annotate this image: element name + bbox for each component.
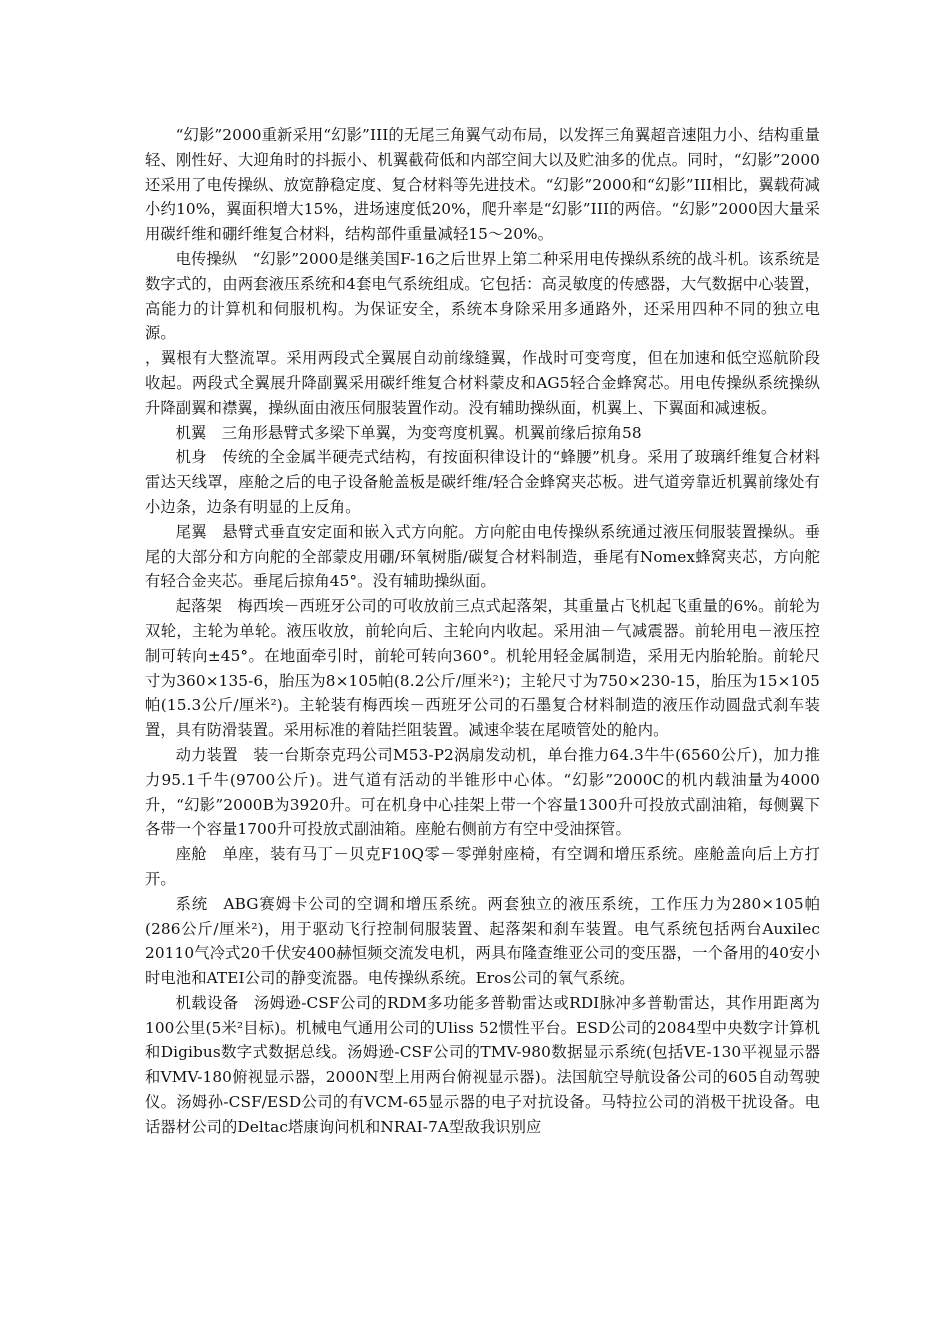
paragraph-wing [145, 421, 820, 446]
paragraph-avionics [145, 991, 820, 1140]
paragraph-overview [145, 123, 820, 247]
paragraph-text: 梅西埃－西班牙公司的可收放前三点式起落架，其重量占飞机起飞重量的6%。前轮为双轮，主轮为单轮。液压收放，前轮向后、主轮向内收起。采用油－气减震器。前轮用电－液压控制可转向±45°。在地面牵引时，前轮可转向360°。机轮用轻金属制造，采用无内胎轮胎。前轮尺寸为360×135-6，胎压为8×105帕(8.2公斤/厘米²)；主轮尺寸为750×230-15，胎压为15×105帕(15.3公斤/厘米²)。主轮装有梅西埃－西班牙公司的石墨复合材料制造的液压作动圆盘式刹车装置，具有防滑装置。采用标准的着陆拦阻装置。减速伞装在尾喷管处的舱内。 [145, 597, 820, 740]
paragraph-text: 汤姆逊-CSF公司的RDM多功能多普勒雷达或RDI脉冲多普勒雷达，其作用距离为100公里(5米²目标)。机械电气通用公司的Uliss 52惯性平台。ESD公司的2084型中央数字计算机和Digibus数字式数据总线。汤姆逊-CSF公司的TMV-980数据显示系统(包括VE-130平视显示器和VMV-180俯视显示器，2000N型上用两台俯视显示器)。法国航空导航设备公司的605自动驾驶仪。汤姆孙-CSF/ESD公司的有VCM-65显示器的电子对抗设备。马特拉公司的消极干扰设备。电话器材公司的Deltac塔康询问机和NRAI-7A型敌我识别应 [145, 993, 820, 1136]
paragraph-wing-details [145, 346, 820, 420]
paragraph-text: 三角形悬臂式多梁下单翼，为变弯度机翼。机翼前缘后掠角58 [221, 423, 642, 442]
paragraph-text: 悬臂式垂直安定面和嵌入式方向舵。方向舵由电传操纵系统通过液压伺服装置操纵。垂尾的大部分和方向舵的全部蒙皮用硼/环氧树脂/碳复合材料制造，垂尾有Nomex蜂窝夹芯，方向舵有轻合金夹芯。垂尾后掠角45°。没有辅助操纵面。 [145, 522, 820, 591]
paragraph-text: 单座，装有马丁－贝克F10Q零－零弹射座椅，有空调和增压系统。座舱盖向后上方打开。 [145, 845, 820, 888]
section-heading: 系统 [175, 894, 209, 913]
paragraph-cockpit [145, 842, 820, 892]
paragraph-tail [145, 520, 820, 594]
paragraph-fuselage [145, 445, 820, 519]
paragraph-text: ，翼根有大整流罩。采用两段式全翼展自动前缘缝翼，作战时可变弯度，但在加速和低空巡航阶段收起。两段式全翼展升降副翼采用碳纤维复合材料蒙皮和AG5轻合金蜂窝芯。用电传操纵系统操纵升降副翼和襟翼，操纵面由液压伺服装置作动。没有辅助操纵面，机翼上、下翼面和减速板。 [145, 349, 820, 417]
section-heading: 机载设备 [175, 993, 239, 1012]
paragraph-fly-by-wire [145, 247, 820, 346]
paragraph-text: “幻影”2000重新采用“幻影”III的无尾三角翼气动布局，以发挥三角翼超音速阻力小、结构重量轻、刚性好、大迎角时的抖振小、机翼截荷低和内部空间大以及贮油多的优点。同时，“幻影”2000还采用了电传操纵、放宽静稳定度、复合材料等先进技术。“幻影”2000和“幻影”III相比，翼载荷减小约10%，翼面积增大15%，进场速度低20%，爬升率是“幻影”III的两倍。“幻影”2000因大量采用碳纤维和硼纤维复合材料，结构部件重量减轻15～20%。 [145, 126, 820, 244]
section-heading: 电传操纵 [175, 249, 238, 268]
paragraph-text: ABG赛姆卡公司的空调和增压系统。两套独立的液压系统，工作压力为280×105帕(286公斤/厘米²)，用于驱动飞行控制伺服装置、起落架和刹车装置。电气系统包括两台Auxilec 20110气冷式20千伏安400赫恒频交流发电机，两具布隆查维亚公司的变压器，一个备用的40安小时电池和ATEI公司的静变流器。电传操纵系统。Eros公司的氧气系统。 [145, 894, 820, 988]
paragraph-text: 装一台斯奈克玛公司M53-P2涡扇发动机，单台推力64.3牛牛(6560公斤)，加力推力95.1千牛(9700公斤)。进气道有活动的半锥形中心体。“幻影”2000C的机内载油量为4000升，“幻影”2000B为3920升。可在机身中心挂架上带一个容量1300升可投放式副油箱，每侧翼下各带一个容量1700升可投放式副油箱。座舱右侧前方有空中受油探管。 [145, 745, 820, 839]
paragraph-systems [145, 892, 820, 991]
document-page [145, 123, 820, 1140]
paragraph-landing-gear [145, 594, 820, 743]
paragraph-text: 传统的全金属半硬壳式结构，有按面积律设计的“蜂腰”机身。采用了玻璃纤维复合材料雷达天线罩，座舱之后的电子设备舱盖板是碳纤维/轻合金蜂窝夹芯板。进气道旁靠近机翼前缘处有小边条，边条有明显的上反角。 [145, 448, 820, 516]
section-heading: 起落架 [175, 597, 223, 616]
section-heading: 动力装置 [175, 745, 238, 764]
paragraph-powerplant [145, 743, 820, 842]
section-heading: 尾翼 [175, 522, 208, 541]
paragraph-text: “幻影”2000是继美国F-16之后世界上第二种采用电传操纵系统的战斗机。该系统是数字式的，由两套液压系统和4套电气系统组成。它包括：高灵敏度的传感器，大气数据中心装置，高能力的计算机和伺服机构。为保证安全，系统本身除采用多通路外，还采用四种不同的独立电源。 [145, 249, 821, 343]
section-heading: 座舱 [175, 845, 208, 864]
section-heading: 机身 [175, 448, 208, 467]
section-heading: 机翼 [175, 423, 207, 442]
